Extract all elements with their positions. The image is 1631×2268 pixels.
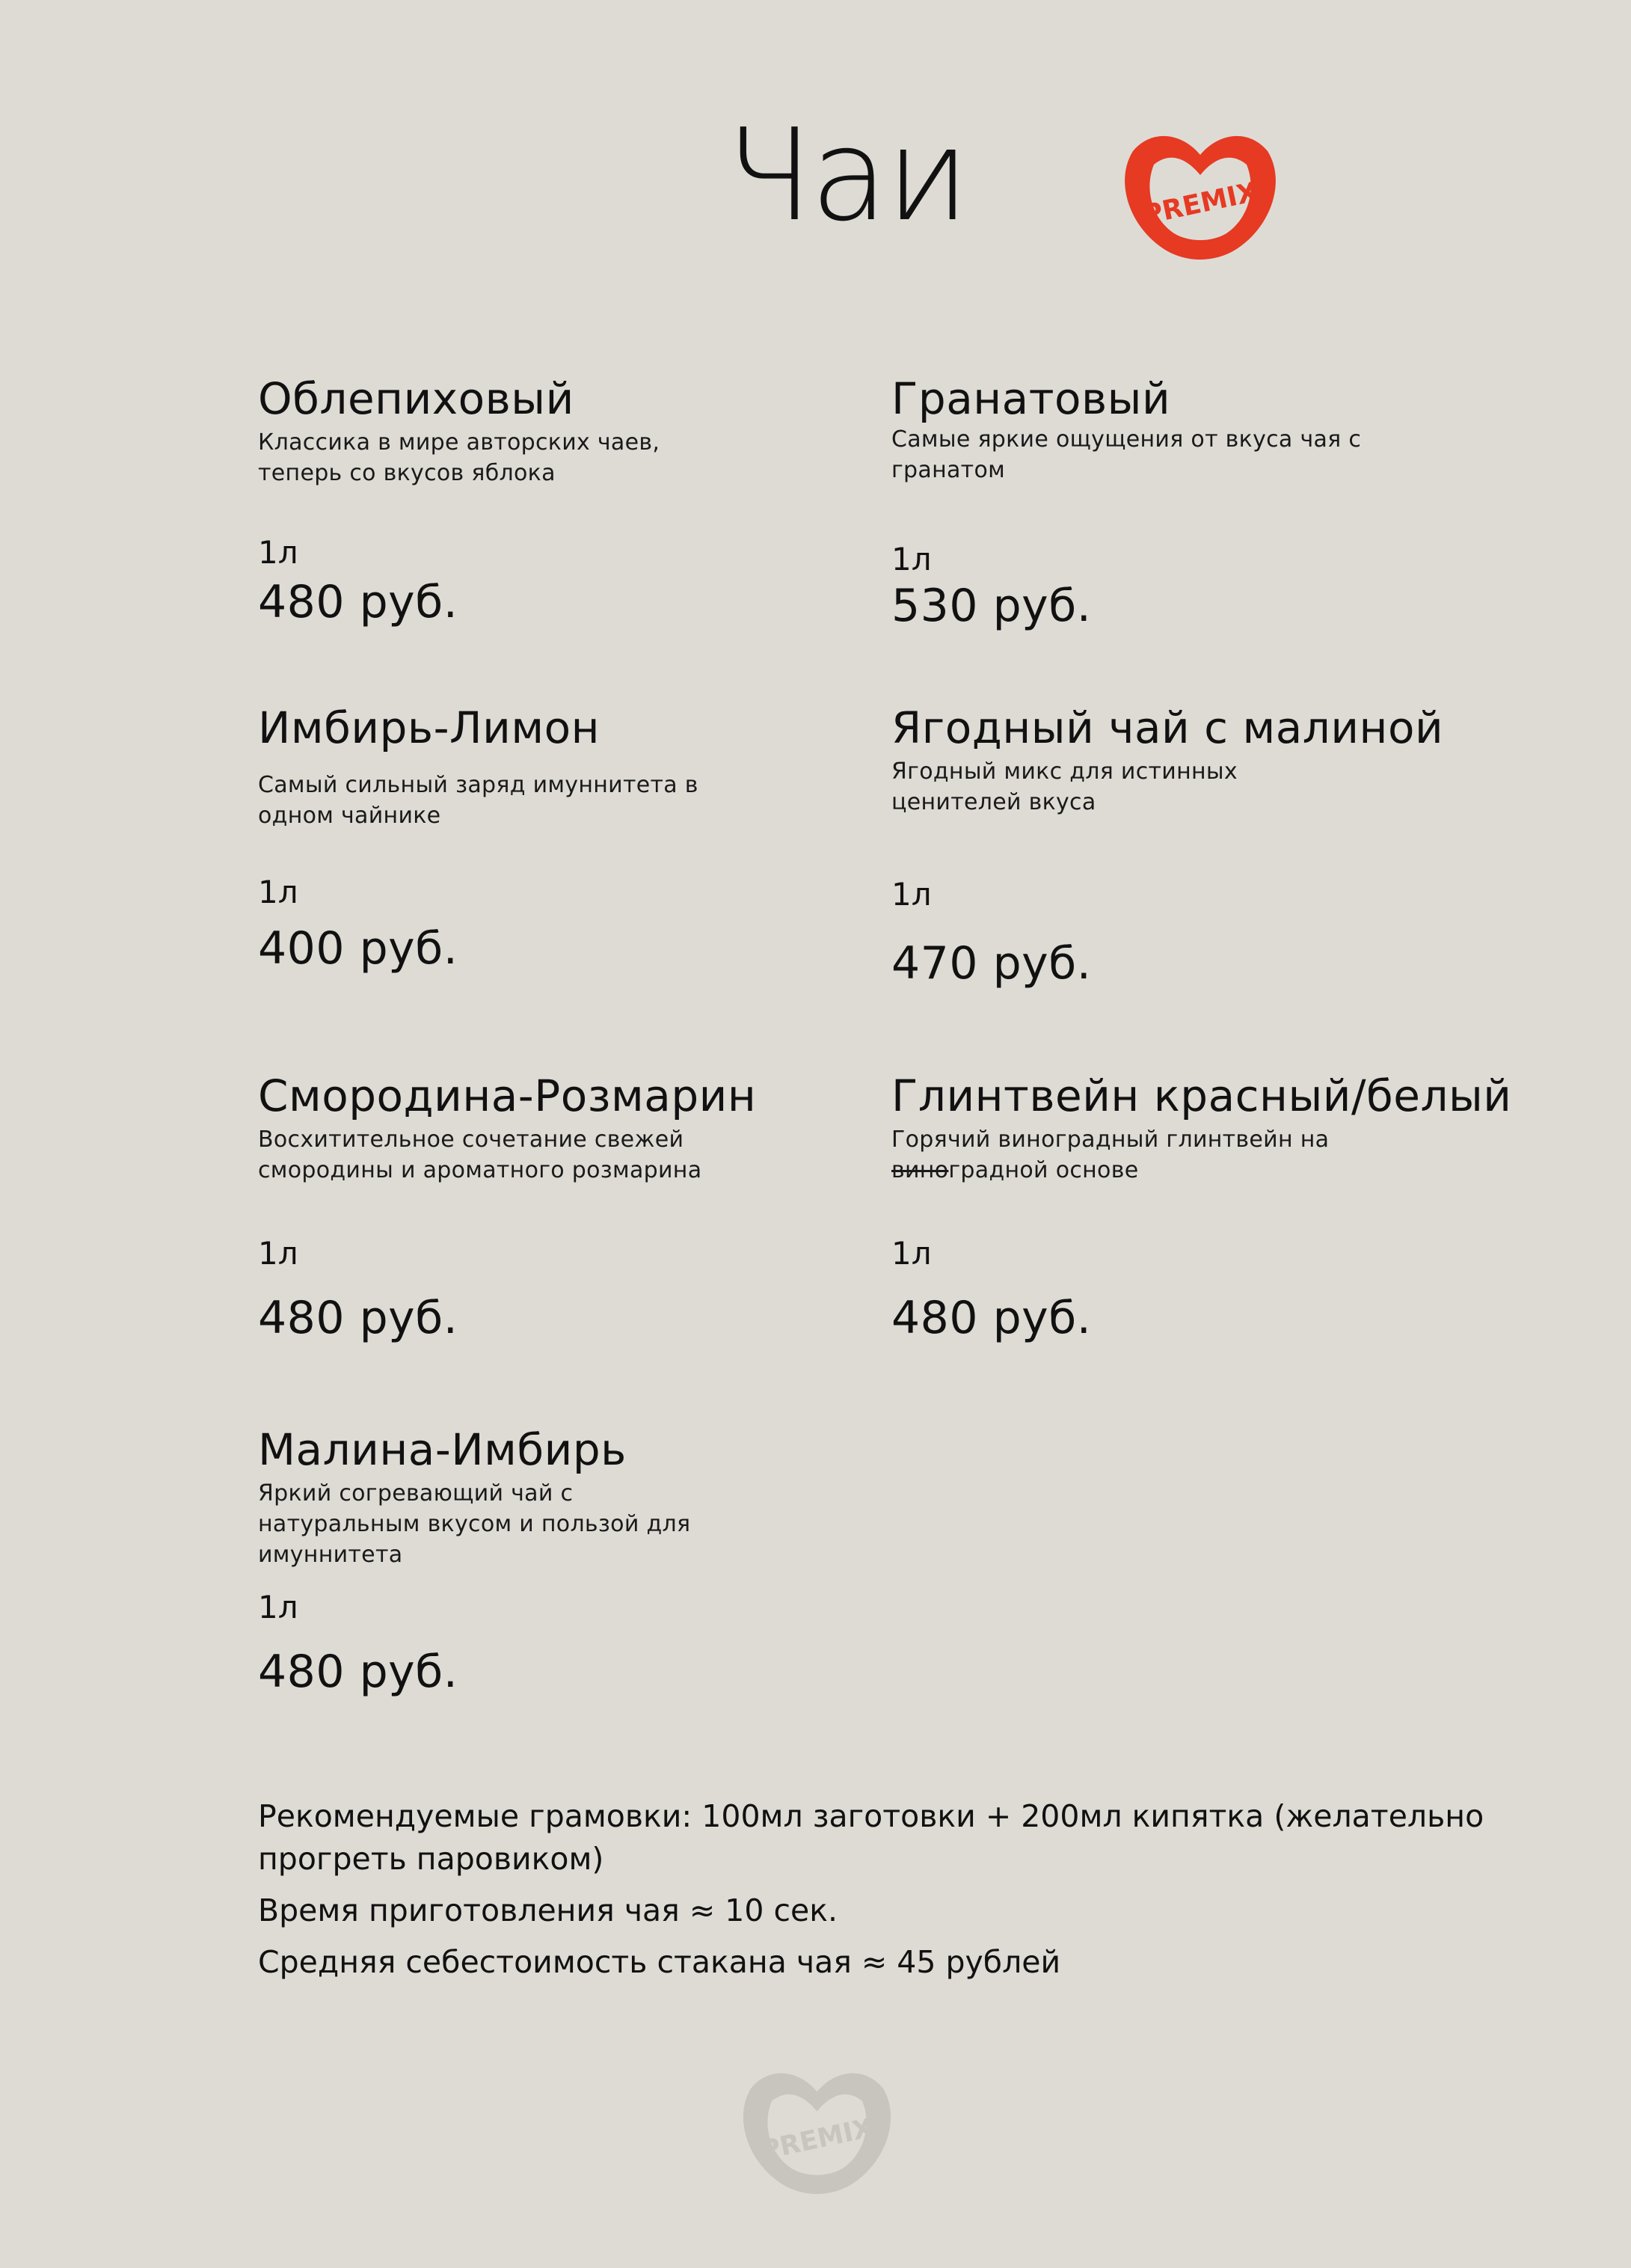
item-description bbox=[258, 427, 737, 488]
item-volume: 1л bbox=[891, 876, 932, 913]
desc-line: Самые яркие ощущения от вкуса чая с bbox=[891, 426, 1362, 453]
item-description bbox=[891, 1124, 1370, 1186]
item-name: Имбирь-Лимон bbox=[258, 702, 601, 753]
item-volume: 1л bbox=[891, 1235, 932, 1272]
menu-item bbox=[258, 1425, 737, 1570]
item-price: 480 руб. bbox=[258, 1646, 458, 1698]
menu-item bbox=[258, 703, 737, 831]
desc-line: Восхитительное сочетание свежей bbox=[258, 1126, 684, 1153]
item-price: 480 руб. bbox=[258, 1292, 458, 1344]
strikethrough-text: вино bbox=[891, 1156, 949, 1183]
desc-line: имуннитета bbox=[258, 1541, 403, 1568]
item-name: Смородина-Розмарин bbox=[258, 1070, 757, 1121]
desc-line: Классика в мире авторских чаев, bbox=[258, 429, 660, 456]
note-line: Рекомендуемые грамовки: 100мл заготовки + 200мл кипятка (желательно прогреть паровиком) bbox=[258, 1798, 1484, 1877]
menu-item bbox=[891, 374, 1370, 485]
item-volume: 1л bbox=[258, 534, 298, 571]
desc-line: Горячий виноградный глинтвейн на bbox=[891, 1126, 1330, 1153]
desc-line-rest: градной основе bbox=[948, 1156, 1139, 1183]
logo-text: PREMIX bbox=[1140, 177, 1261, 231]
menu-item bbox=[258, 1071, 756, 1186]
item-description bbox=[258, 1478, 737, 1570]
item-price: 400 руб. bbox=[258, 922, 458, 975]
menu-item bbox=[891, 1071, 1512, 1186]
item-description bbox=[258, 1124, 737, 1186]
item-description bbox=[891, 424, 1370, 485]
item-name: Глинтвейн красный/белый bbox=[891, 1070, 1512, 1121]
page-title: Чаи bbox=[725, 102, 968, 250]
preparation-notes bbox=[258, 1795, 1514, 1993]
item-description bbox=[891, 756, 1370, 818]
watermark-text: PREMIX bbox=[758, 2112, 876, 2166]
desc-line: смородины и ароматного розмарина bbox=[258, 1156, 702, 1183]
desc-line: ценителей вкуса bbox=[891, 788, 1096, 815]
item-name: Облепиховый bbox=[258, 373, 574, 424]
desc-line: Яркий согревающий чай с bbox=[258, 1480, 574, 1507]
note-line: Время приготовления чая ≈ 10 сек. bbox=[258, 1892, 838, 1928]
item-description bbox=[258, 770, 737, 831]
item-name: Ягодный чай с малиной bbox=[891, 702, 1444, 753]
desc-line: натуральным вкусом и пользой для bbox=[258, 1510, 691, 1537]
item-price: 530 руб. bbox=[891, 580, 1092, 632]
item-name: Малина-Имбирь bbox=[258, 1424, 627, 1475]
item-price: 480 руб. bbox=[258, 576, 458, 628]
menu-item bbox=[891, 703, 1443, 818]
desc-line: Самый сильный заряд имуннитета в bbox=[258, 771, 698, 798]
premix-logo bbox=[1118, 129, 1283, 263]
item-volume: 1л bbox=[891, 541, 932, 577]
desc-line: гранатом bbox=[891, 456, 1006, 483]
desc-line bbox=[891, 1155, 1370, 1186]
item-price: 470 руб. bbox=[891, 937, 1092, 990]
desc-line: одном чайнике bbox=[258, 802, 441, 829]
item-volume: 1л bbox=[258, 874, 298, 910]
note-line: Средняя себестоимость стакана чая ≈ 45 рублей bbox=[258, 1944, 1061, 1980]
menu-item bbox=[258, 374, 737, 488]
desc-line: Ягодный микс для истинных bbox=[891, 758, 1238, 785]
desc-line: теперь со вкусов яблока bbox=[258, 459, 556, 486]
item-volume: 1л bbox=[258, 1589, 298, 1625]
premix-watermark-logo bbox=[737, 2065, 897, 2199]
item-volume: 1л bbox=[258, 1235, 298, 1272]
item-price: 480 руб. bbox=[891, 1292, 1092, 1344]
item-name: Гранатовый bbox=[891, 373, 1171, 424]
